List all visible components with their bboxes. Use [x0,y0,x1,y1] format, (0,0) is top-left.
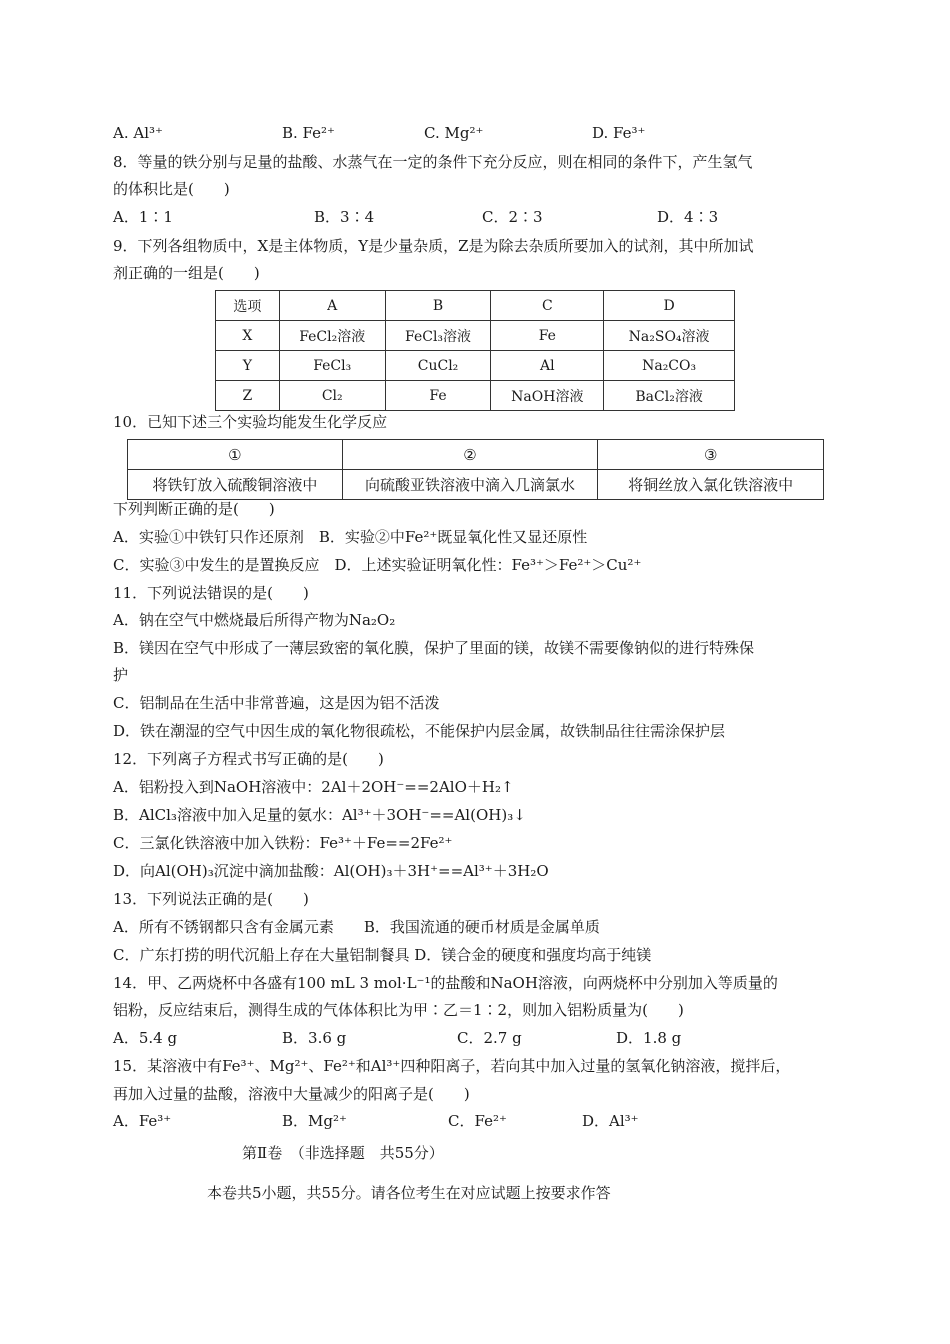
q14-stem-line1: 14．甲、乙两烧杯中各盛有100 mL 3 mol·L⁻¹的盐酸和NaOH溶液，向两烧杯中分别加入等质量的 [113,974,778,992]
table-cell: Fe [385,381,491,411]
table-cell: FeCl₂溶液 [279,321,385,351]
table-cell: CuCl₂ [385,351,491,381]
q7-option-c: C. Mg²⁺ [424,124,484,142]
table-cell: Na₂CO₃ [604,351,735,381]
q10-stem-line1: 10．已知下述三个实验均能发生化学反应 [113,413,388,431]
q13-stem: 13．下列说法正确的是( ) [113,890,309,908]
q8-option-a: A．1∶1 [113,208,173,226]
table-cell: Z [216,381,280,411]
q8-stem-line2: 的体积比是( ) [113,180,230,198]
q8-option-c: C．2∶3 [482,208,543,226]
part2-instruction: 本卷共5小题，共55分。请各位考生在对应试题上按要求作答 [207,1184,611,1202]
q15-option-d: D．Al³⁺ [582,1112,639,1130]
q8-stem-line1: 8．等量的铁分别与足量的盐酸、水蒸气在一定的条件下充分反应，则在相同的条件下，产生氢气 [113,153,753,171]
table-row [216,351,735,381]
q9-stem-line2: 剂正确的一组是( ) [113,264,260,282]
q7-option-a: A. Al³⁺ [113,124,163,142]
table-cell: BaCl₂溶液 [604,381,735,411]
table-cell: FeCl₃溶液 [385,321,491,351]
q11-option-c: C．铝制品在生活中非常普遍，这是因为铝不活泼 [113,694,440,712]
q10-table [127,439,824,500]
q8-option-d: D．4∶3 [657,208,719,226]
q11-option-b-line2: 护 [113,666,129,684]
table-cell: 向硫酸亚铁溶液中滴入几滴氯水 [342,470,598,500]
q15-option-b: B．Mg²⁺ [282,1112,347,1130]
q12-option-a: A．铝粉投入到NaOH溶液中：2Al＋2OH⁻==2AlO＋H₂↑ [113,778,514,796]
q15-stem-line2: 再加入过量的盐酸，溶液中大量减少的阳离子是( ) [113,1085,470,1103]
q12-option-b: B．AlCl₃溶液中加入足量的氨水：Al³⁺＋3OH⁻==Al(OH)₃↓ [113,806,526,824]
table-cell: B [385,291,491,321]
table-cell: NaOH溶液 [491,381,604,411]
table-cell: 将铜丝放入氯化铁溶液中 [598,470,824,500]
q15-option-a: A．Fe³⁺ [113,1112,172,1130]
table-cell: A [279,291,385,321]
q9-table-header [216,291,735,321]
table-cell: D [604,291,735,321]
q7-option-b: B. Fe²⁺ [282,124,335,142]
q11-option-d: D．铁在潮湿的空气中因生成的氧化物很疏松，不能保护内层金属，故铁制品往往需涂保护层 [113,722,726,740]
table-cell: Y [216,351,280,381]
q14-option-a: A．5.4 g [113,1029,178,1047]
table-cell: Na₂SO₄溶液 [604,321,735,351]
q13-options-ab: A．所有不锈钢都只含有金属元素 B．我国流通的硬币材质是金属单质 [113,918,600,936]
table-cell: C [491,291,604,321]
table-row [216,381,735,411]
q9-table [215,290,735,411]
table-cell: X [216,321,280,351]
table-cell: FeCl₃ [279,351,385,381]
table-row [216,321,735,351]
q10-options-cd: C．实验③中发生的是置换反应 D．上述实验证明氧化性：Fe³⁺＞Fe²⁺＞Cu²⁺ [113,556,642,574]
q11-option-a: A．钠在空气中燃烧最后所得产物为Na₂O₂ [113,611,396,629]
q14-option-b: B．3.6 g [282,1029,347,1047]
q11-stem: 11．下列说法错误的是( ) [113,584,309,602]
part2-title: 第Ⅱ卷 （非选择题 共55分） [242,1144,444,1162]
q14-stem-line2: 铝粉，反应结束后，测得生成的气体体积比为甲∶乙＝1∶2，则加入铝粉质量为( ) [113,1001,684,1019]
table-cell: 选项 [216,291,280,321]
table-cell: Al [491,351,604,381]
table-cell: ② [342,440,598,470]
q7-option-d: D. Fe³⁺ [592,124,646,142]
q10-options-ab: A．实验①中铁钉只作还原剂 B．实验②中Fe²⁺既显氧化性又显还原性 [113,528,588,546]
q10-table-header [128,440,824,470]
q14-option-c: C．2.7 g [457,1029,522,1047]
table-cell: ③ [598,440,824,470]
table-cell: ① [128,440,343,470]
q14-option-d: D．1.8 g [616,1029,682,1047]
q12-stem: 12．下列离子方程式书写正确的是( ) [113,750,384,768]
q12-option-d: D．向Al(OH)₃沉淀中滴加盐酸：Al(OH)₃＋3H⁺==Al³⁺＋3H₂O [113,862,549,880]
q13-options-cd: C．广东打捞的明代沉船上存在大量铝制餐具 D．镁合金的硬度和强度均高于纯镁 [113,946,652,964]
table-cell: Fe [491,321,604,351]
q8-option-b: B．3∶4 [314,208,375,226]
q12-option-c: C．三氯化铁溶液中加入铁粉：Fe³⁺＋Fe==2Fe²⁺ [113,834,453,852]
q9-stem-line1: 9．下列各组物质中，X是主体物质，Y是少量杂质，Z是为除去杂质所要加入的试剂，其中所加试 [113,237,754,255]
table-row [128,470,824,500]
table-cell: Cl₂ [279,381,385,411]
table-cell: 将铁钉放入硫酸铜溶液中 [128,470,343,500]
q11-option-b-line1: B．镁因在空气中形成了一薄层致密的氧化膜，保护了里面的镁，故镁不需要像钠似的进行特殊保 [113,639,755,657]
q15-option-c: C．Fe²⁺ [448,1112,507,1130]
q15-stem-line1: 15．某溶液中有Fe³⁺、Mg²⁺、Fe²⁺和Al³⁺四种阳离子，若向其中加入过量的氢氧化钠溶液，搅拌后， [113,1057,791,1075]
q10-stem-line2: 下列判断正确的是( ) [113,500,275,518]
